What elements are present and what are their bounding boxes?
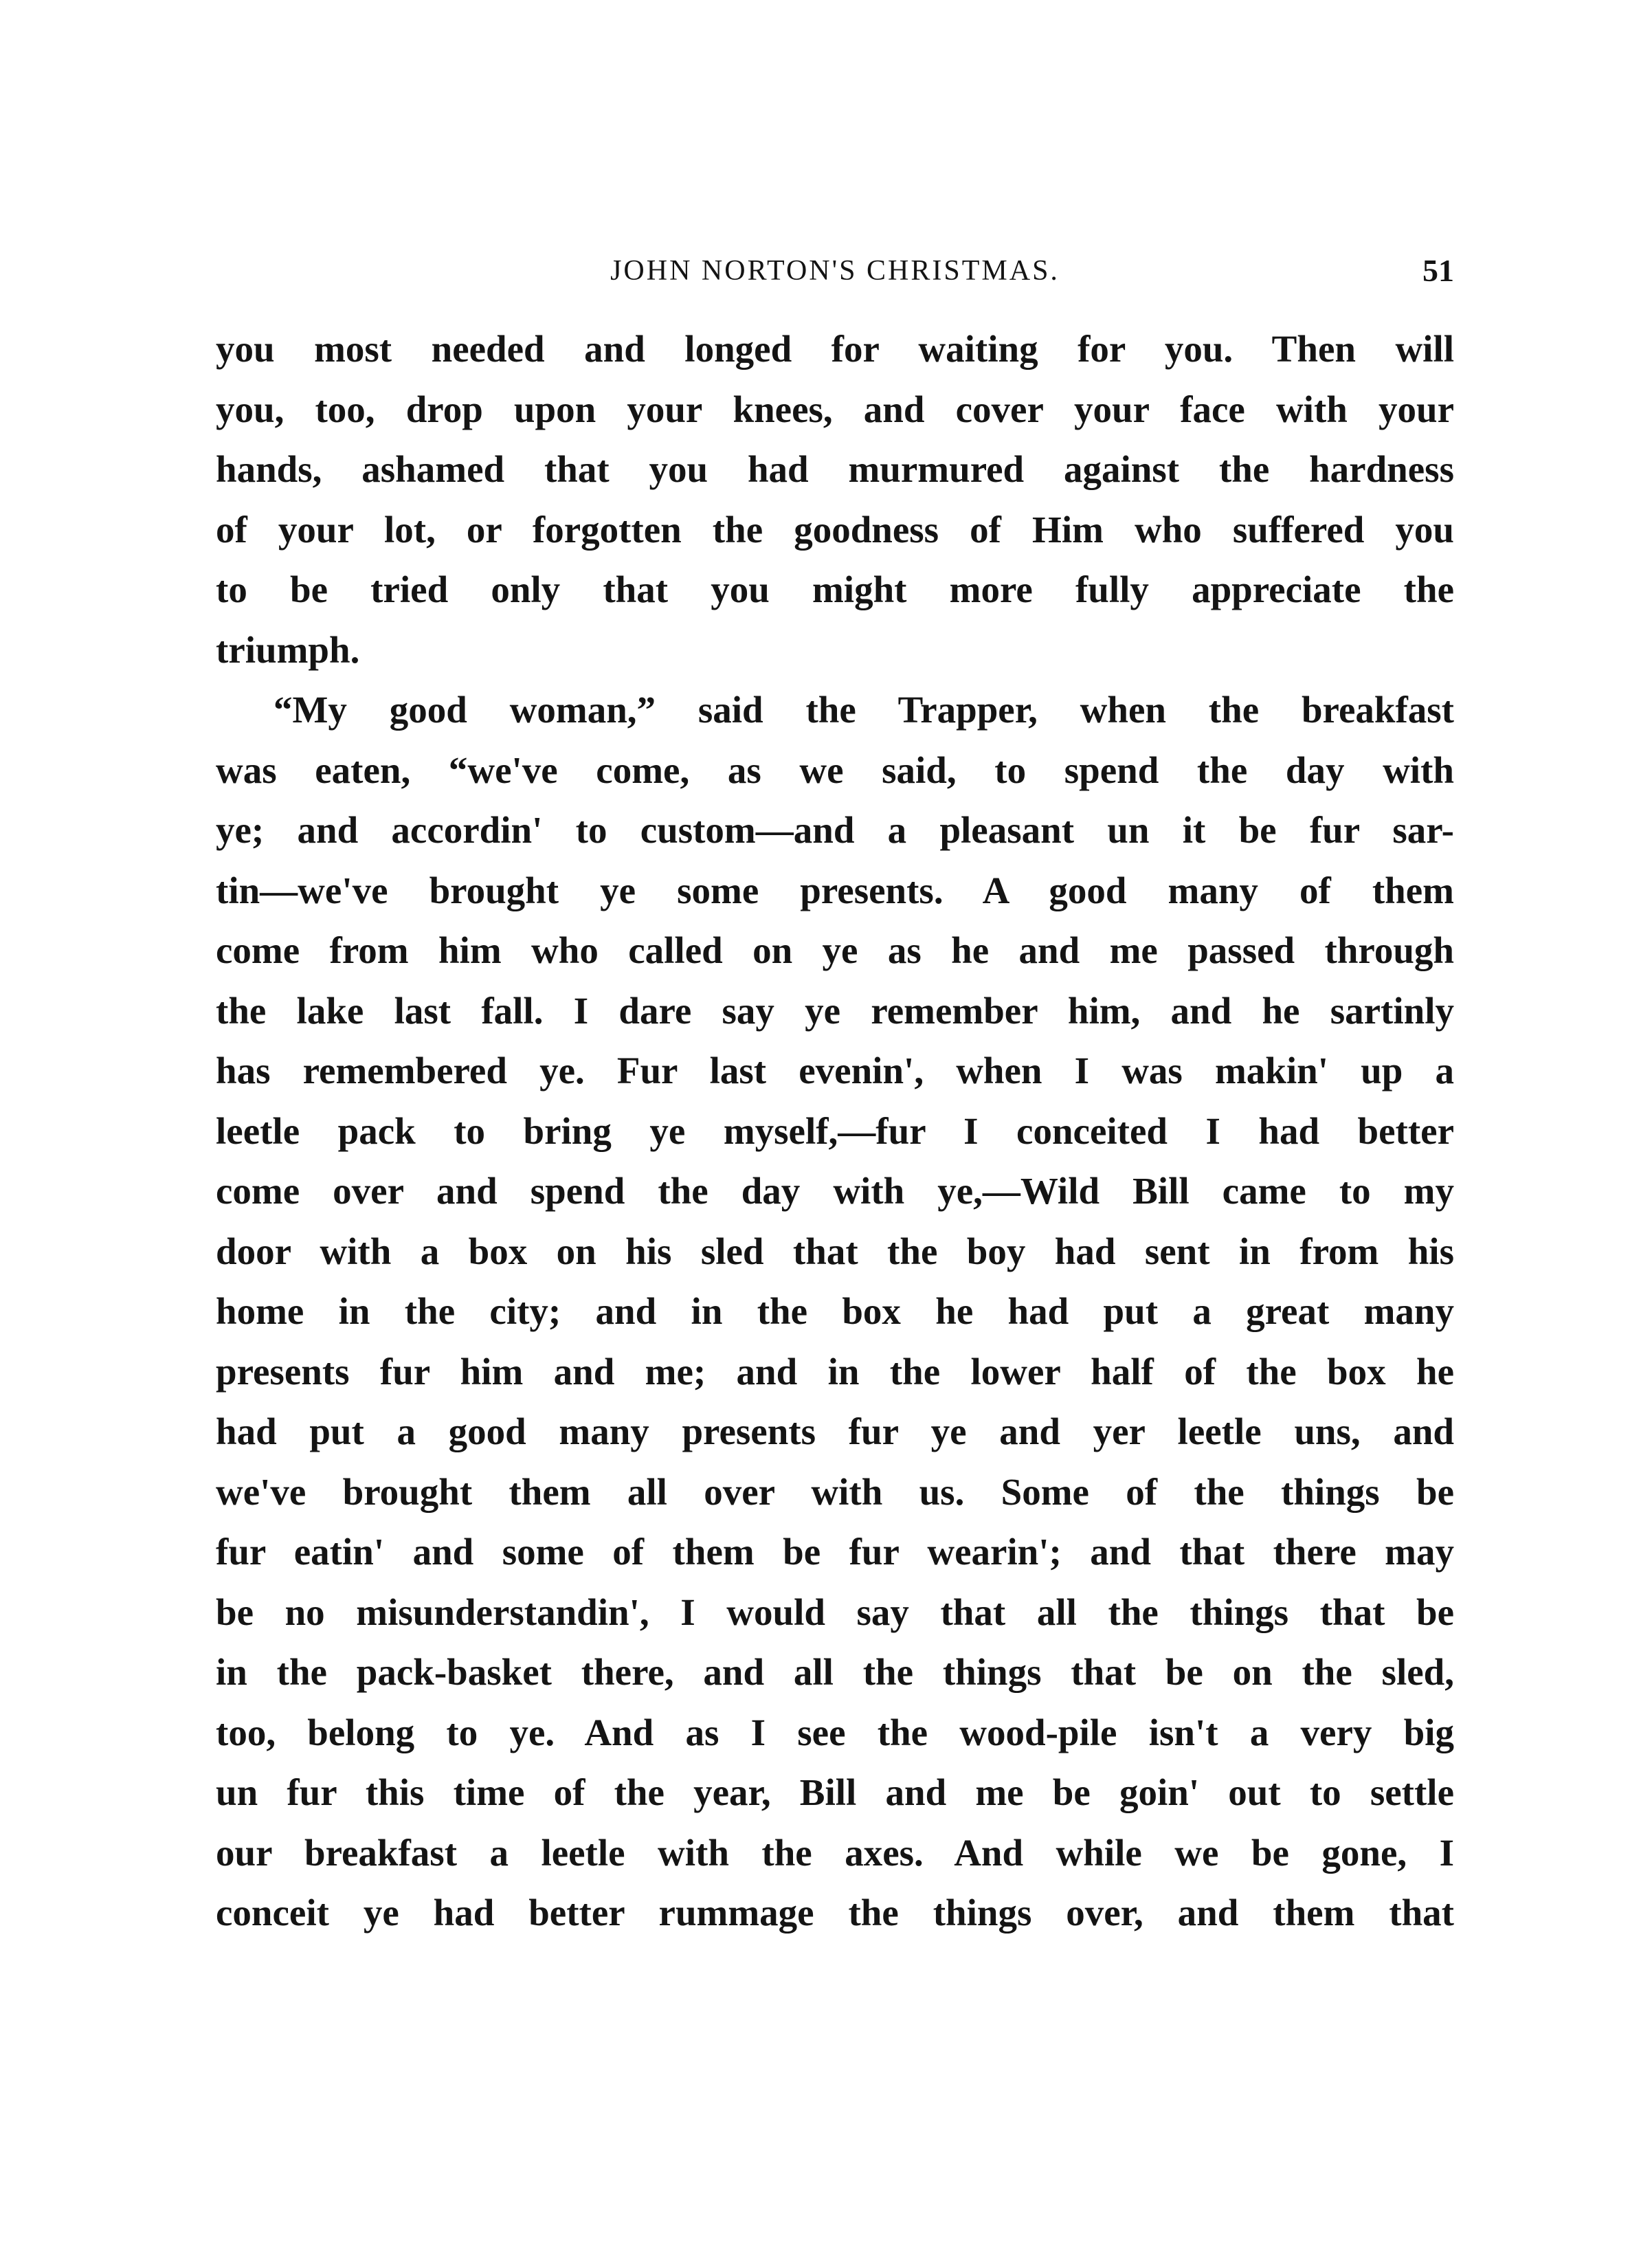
text-line: our breakfast a leetle with the axes. And while we be gone, I	[216, 1831, 1454, 1874]
text-line: in the pack-basket there, and all the things that be on the sled,	[216, 1651, 1454, 1693]
text-line: you, too, drop upon your knees, and cover your face with your	[216, 388, 1454, 430]
text-line: too, belong to ye. And as I see the wood-pile isn't a very big	[216, 1711, 1454, 1753]
text-line: presents fur him and me; and in the lower half of the box he	[216, 1350, 1454, 1393]
text-line: fur eatin' and some of them be fur wearin'; and that there may	[216, 1531, 1454, 1573]
text-line: we've brought them all over with us. Some of the things be	[216, 1470, 1454, 1513]
text-line: ye; and accordin' to custom—and a pleasant un it be fur sar-	[216, 809, 1454, 851]
text-line: triumph.	[216, 628, 360, 671]
text-line: home in the city; and in the box he had put a great many	[216, 1290, 1454, 1332]
text-line: come over and spend the day with ye,—Wild Bill came to my	[216, 1170, 1454, 1212]
text-line: be no misunderstandin', I would say that all the things that be	[216, 1591, 1454, 1633]
page-number: 51	[1422, 253, 1454, 288]
text-line: un fur this time of the year, Bill and me be goin' out to settle	[216, 1771, 1454, 1813]
body-text	[216, 319, 1454, 1943]
text-line: had put a good many presents fur ye and yer leetle uns, and	[216, 1410, 1454, 1452]
running-title: JOHN NORTON'S CHRISTMAS.	[610, 255, 1060, 287]
text-line: leetle pack to bring ye myself,—fur I conceited I had better	[216, 1109, 1454, 1152]
text-line: you most needed and longed for waiting for you. Then will	[216, 328, 1454, 370]
running-head	[216, 250, 1454, 291]
text-line: door with a box on his sled that the boy had sent in from his	[216, 1230, 1454, 1272]
text-line: “My good woman,” said the Trapper, when the breakfast	[274, 689, 1454, 731]
text-line: hands, ashamed that you had murmured against the hardness	[216, 448, 1454, 490]
text-line: has remembered ye. Fur last evenin', when I was makin' up a	[216, 1050, 1454, 1092]
text-line: was eaten, “we've come, as we said, to spend the day with	[216, 749, 1454, 791]
text-line: the lake last fall. I dare say ye remember him, and he sartinly	[216, 989, 1454, 1032]
text-line: tin—we've brought ye some presents. A good many of them	[216, 869, 1454, 911]
text-line: of your lot, or forgotten the goodness of Him who suffered you	[216, 508, 1454, 551]
text-line: to be tried only that you might more fully appreciate the	[216, 568, 1454, 610]
text-line: come from him who called on ye as he and me passed through	[216, 929, 1454, 971]
text-line: conceit ye had better rummage the things over, and them that	[216, 1892, 1454, 1934]
